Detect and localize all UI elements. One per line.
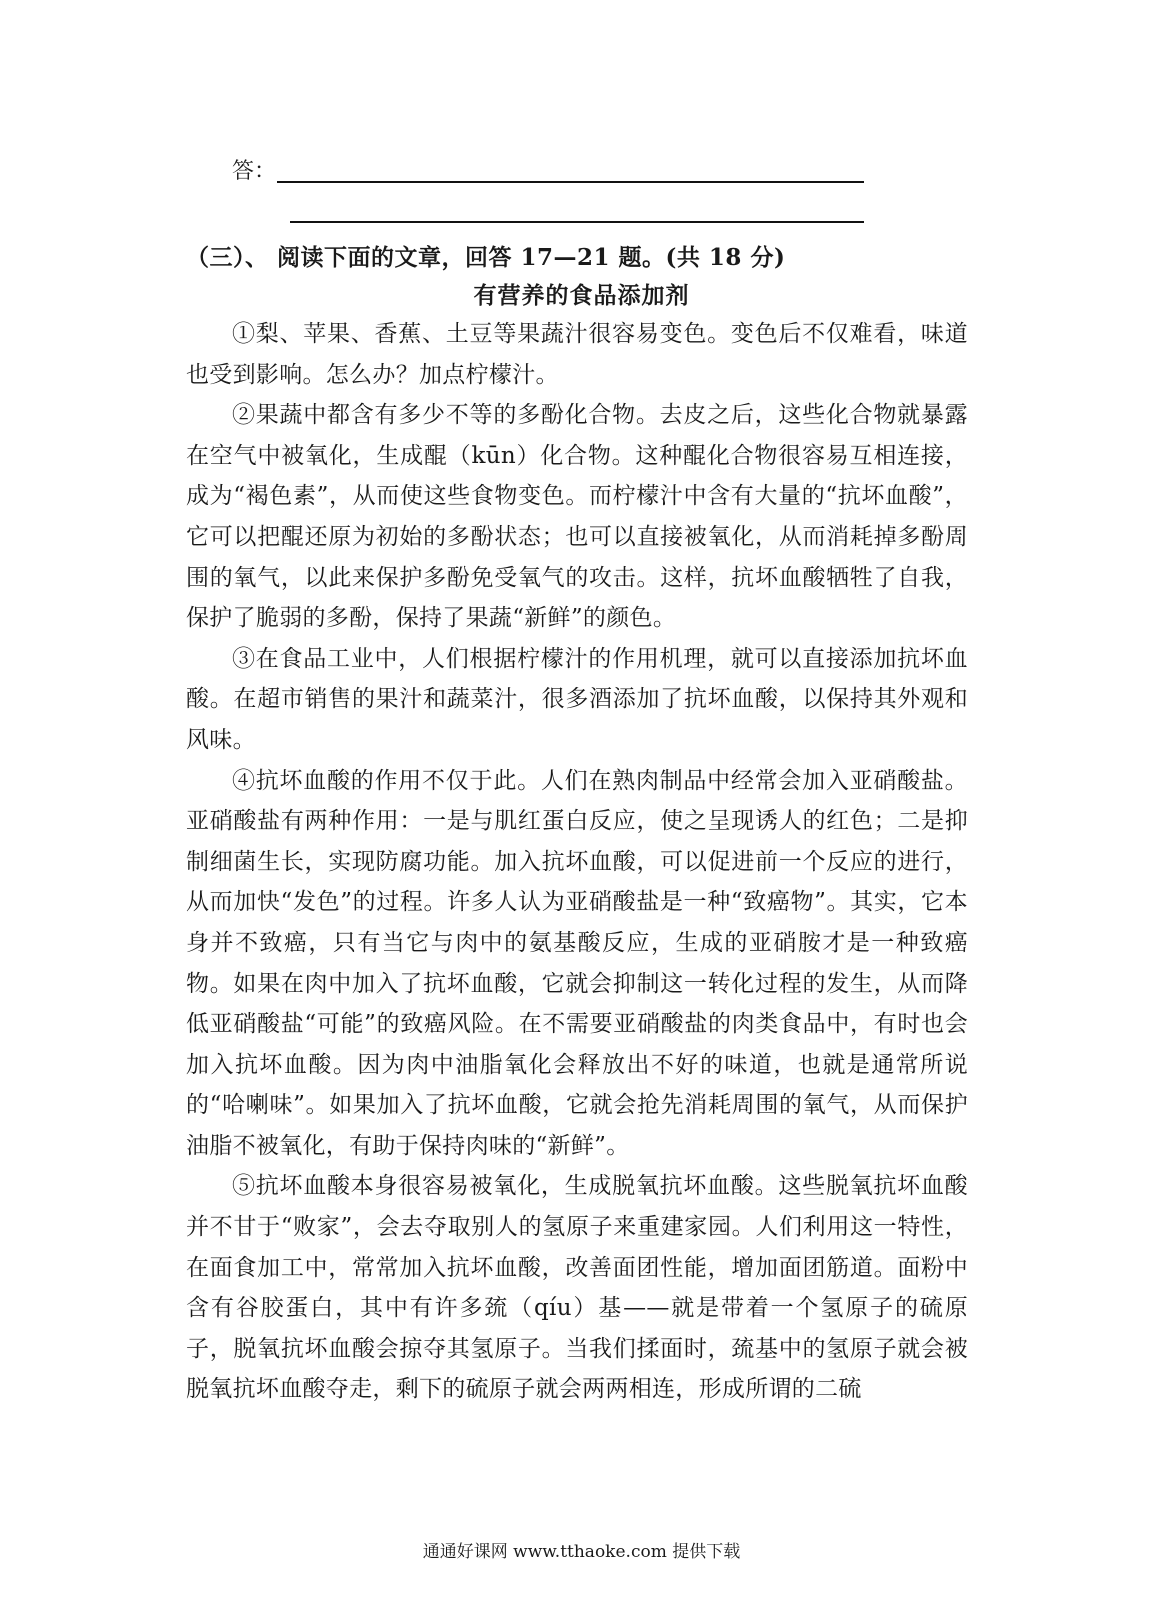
answer-blank-line-2 [290,221,864,223]
paragraph-2: ②果蔬中都含有多少不等的多酚化合物。去皮之后，这些化合物就暴露在空气中被氧化，生成醌（kūn）化合物。这种醌化合物很容易互相连接，成为“褐色素”，从而使这些食物变色。而柠檬汁中含有大量的“抗坏血酸”，它可以把醌还原为初始的多酚状态；也可以直接被氧化，从而消耗掉多酚周围的氧气，以此来保护多酚免受氧气的攻击。这样，抗坏血酸牺牲了自我，保护了脆弱的多酚，保持了果蔬“新鲜”的颜色。 [186,402,968,632]
section-heading: （三）、 阅读下面的文章，回答 17—21 题。(共 18 分) [186,244,786,271]
paragraph-4: ④抗坏血酸的作用不仅于此。人们在熟肉制品中经常会加入亚硝酸盐。亚硝酸盐有两种作用：一是与肌红蛋白反应，使之呈现诱人的红色；二是抑制细菌生长，实现防腐功能。加入抗坏血酸，可以促进前一个反应的进行，从而加快“发色”的过程。许多人认为亚硝酸盐是一种“致癌物”。其实，它本身并不致癌，只有当它与肉中的氨基酸反应，生成的亚硝胺才是一种致癌物。如果在肉中加入了抗坏血酸，它就会抑制这一转化过程的发生，从而降低亚硝酸盐“可能”的致癌风险。在不需要亚硝酸盐的肉类食品中，有时也会加入抗坏血酸。因为肉中油脂氧化会释放出不好的味道，也就是通常所说的“哈喇味”。如果加入了抗坏血酸，它就会抢先消耗周围的氧气，从而保护油脂不被氧化，有助于保持肉味的“新鲜”。 [186,767,968,1159]
page-footer: 通通好课网 www.tthaoke.com 提供下载 [422,1542,741,1562]
article-title: 有营养的食品添加剂 [473,282,690,309]
paragraph-5: ⑤抗坏血酸本身很容易被氧化，生成脱氧抗坏血酸。这些脱氧抗坏血酸并不甘于“败家”，会去夺取别人的氢原子来重建家园。人们利用这一特性，在面食加工中，常常加入抗坏血酸，改善面团性能，增加面团筋道。面粉中含有谷胶蛋白，其中有许多巯（qíu）基——就是带着一个氢原子的硫原子，脱氧抗坏血酸会掠夺其氢原子。当我们揉面时，巯基中的氢原子就会被脱氧抗坏血酸夺走，剩下的硫原子就会两两相连，形成所谓的二硫 [186,1173,968,1403]
answer-blank-line-1 [277,181,864,183]
answer-label: 答： [232,159,277,184]
paragraph-3: ③在食品工业中，人们根据柠檬汁的作用机理，就可以直接添加抗坏血酸。在超市销售的果汁和蔬菜汁，很多酒添加了抗坏血酸，以保持其外观和风味。 [186,645,968,753]
article-body [186,314,968,1410]
paragraph-1: ①梨、苹果、香蕉、土豆等果蔬汁很容易变色。变色后不仅难看，味道也受到影响。怎么办？加点柠檬汁。 [186,321,968,388]
